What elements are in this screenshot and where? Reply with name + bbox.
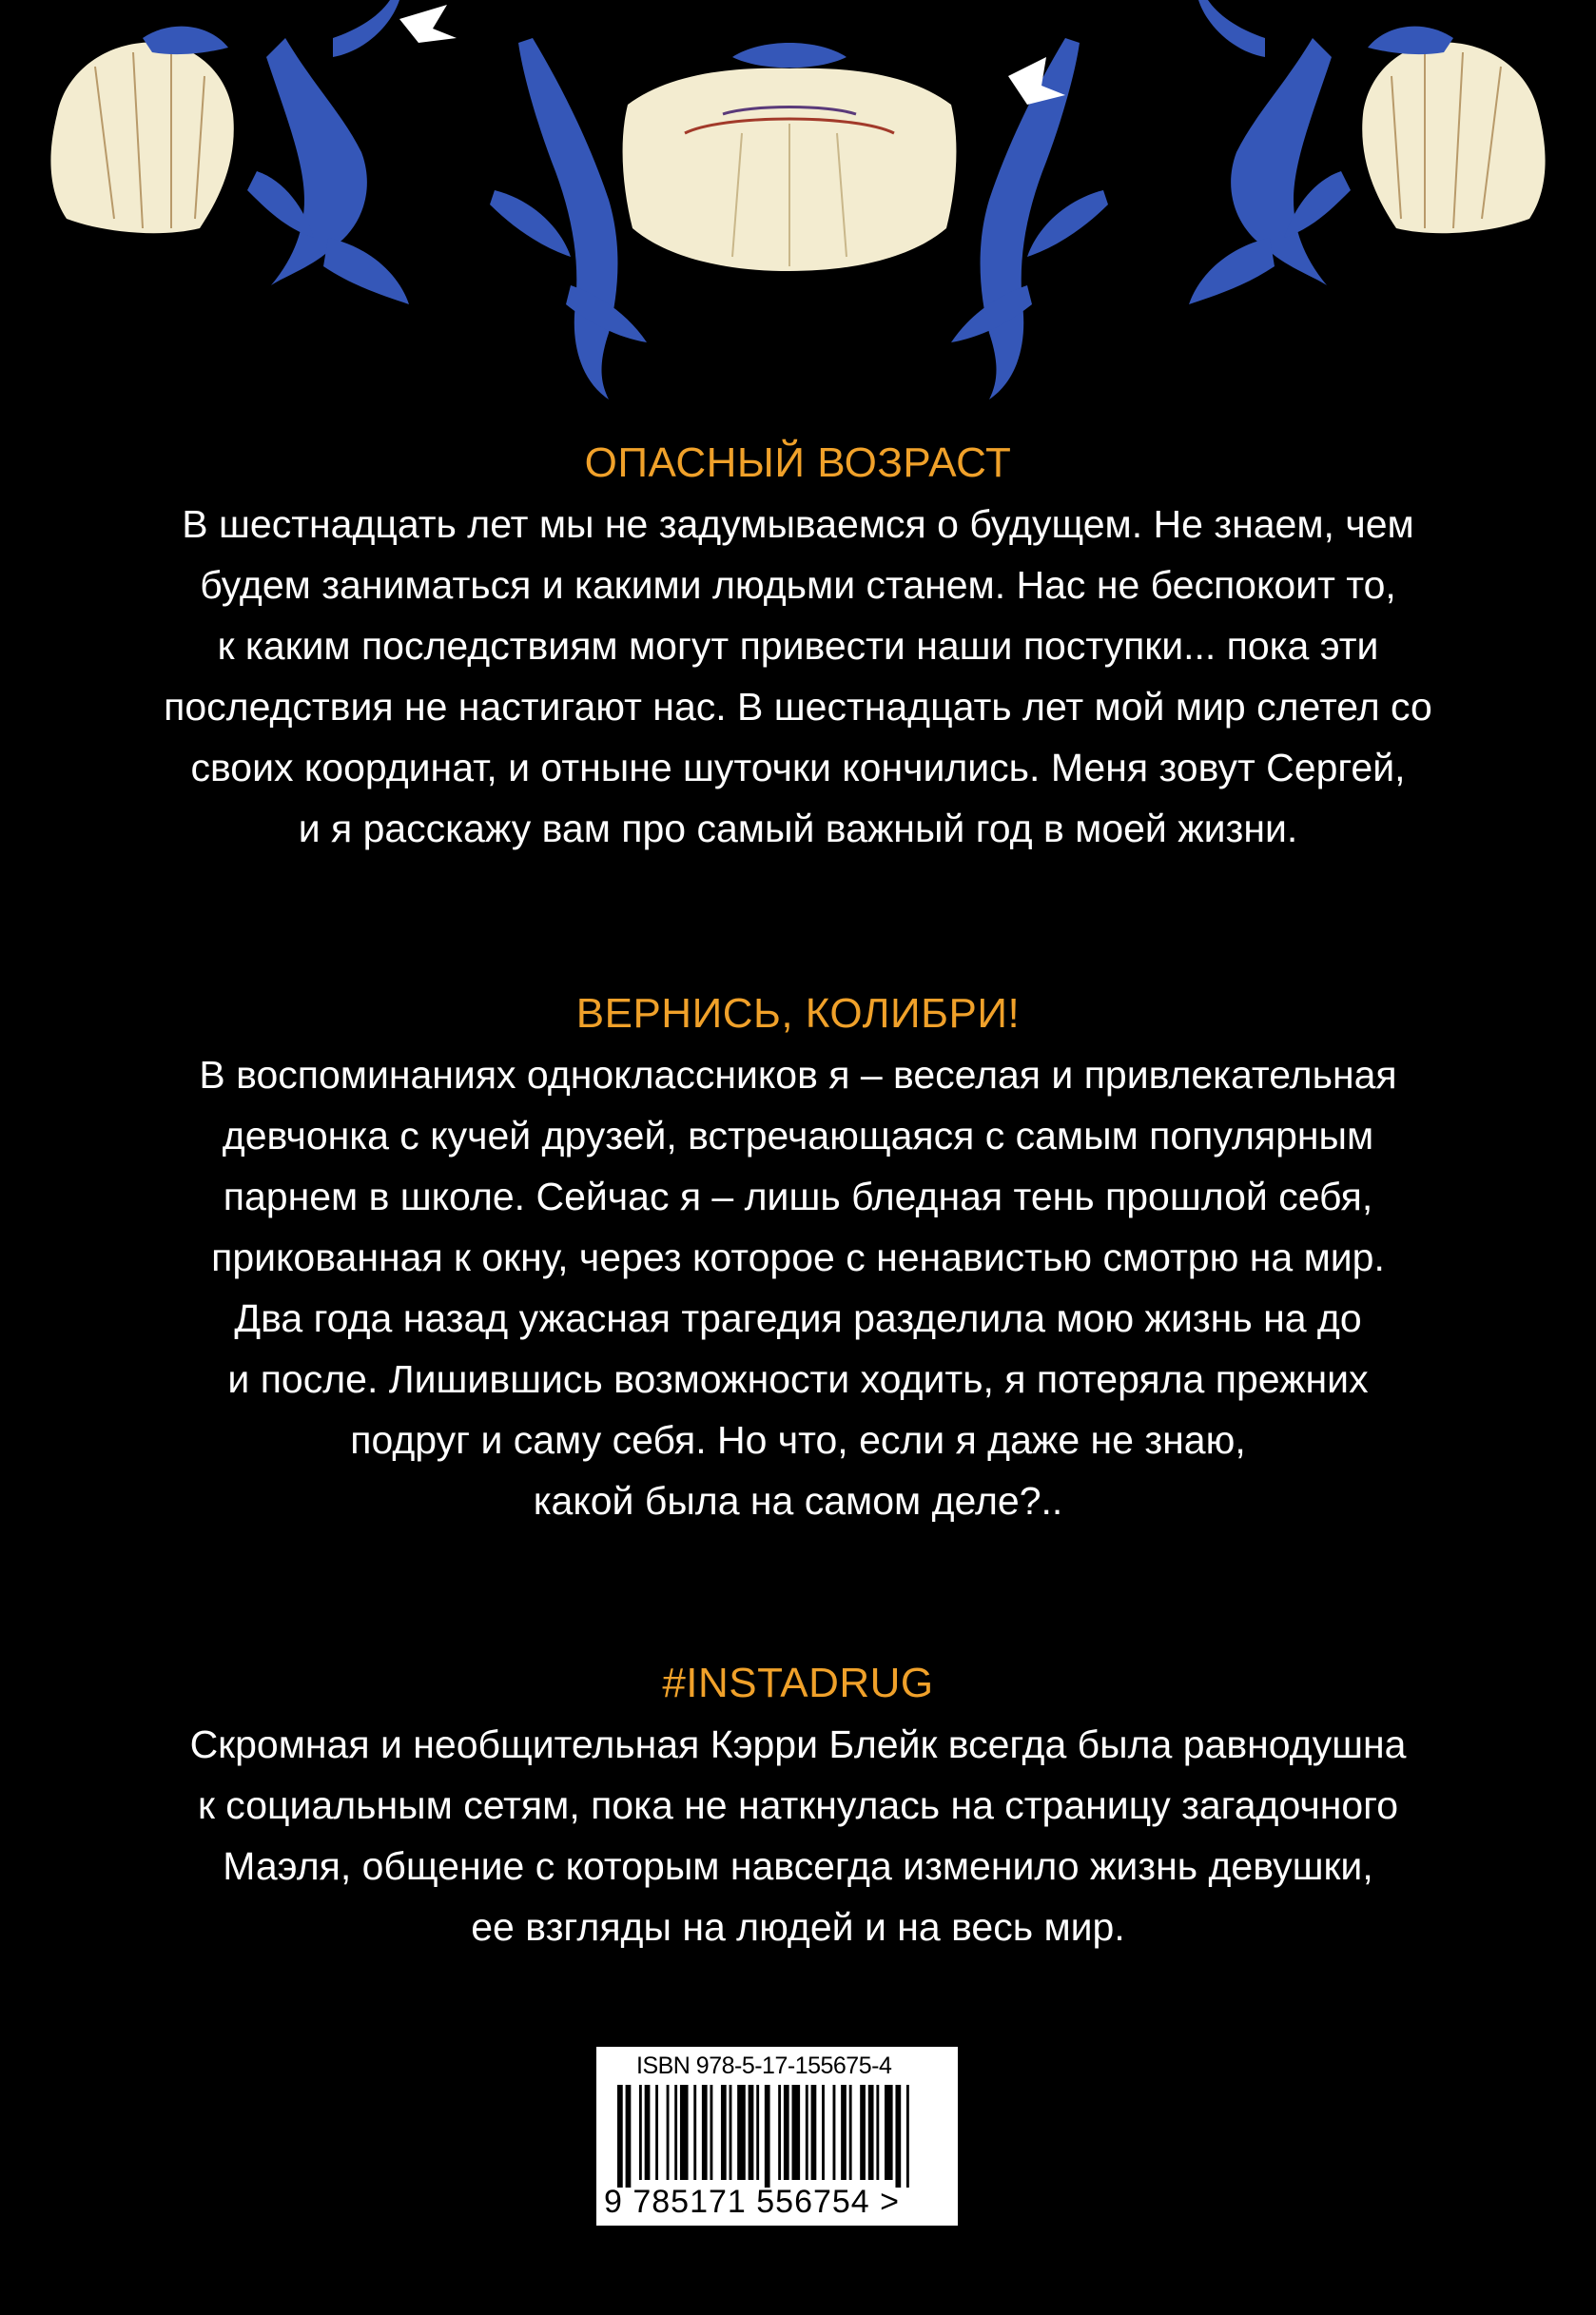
section-description — [38, 1714, 1558, 1957]
isbn-label: ISBN 978-5-17-155675-4 — [636, 2052, 892, 2079]
description-line: парнем в школе. Сейчас я – лишь бледная тень прошлой себя, — [223, 1175, 1373, 1218]
ean-digits: 9 785171 556754 > — [604, 2184, 901, 2220]
description-line: к социальным сетям, пока не наткнулась на страницу загадочного — [197, 1783, 1399, 1827]
description-line: какой была на самом деле?.. — [533, 1479, 1063, 1523]
description-line: Маэля, общение с которым навсегда изменило жизнь девушки, — [223, 1844, 1373, 1888]
barcode-bar — [710, 2085, 712, 2180]
barcode-bar — [655, 2085, 658, 2180]
description-line: последствия не настигают нас. В шестнадцать лет мой мир слетел со — [164, 685, 1432, 729]
barcode-bar — [749, 2085, 754, 2180]
barcode-bars-icon — [617, 2085, 918, 2188]
isbn-barcode — [596, 2047, 958, 2226]
barcode-bar — [778, 2085, 781, 2180]
barcode-bar — [674, 2085, 677, 2180]
section-title: ОПАСНЫЙ ВОЗРАСТ — [584, 439, 1012, 486]
description-line: прикованная к окну, через которое с ненавистью смотрю на мир. — [211, 1235, 1385, 1279]
barcode-bar — [702, 2085, 708, 2180]
barcode-bar — [792, 2085, 801, 2180]
description-line: и после. Лишившись возможности ходить, я потеряла прежних — [227, 1357, 1369, 1401]
section-description — [38, 494, 1558, 859]
barcode-bar — [906, 2085, 909, 2188]
barcode-bar — [737, 2085, 746, 2180]
description-line: В воспоминаниях одноклассников я – веселая и привлекательная — [199, 1053, 1397, 1097]
barcode-bar — [721, 2085, 727, 2180]
barcode-bar — [895, 2085, 901, 2188]
barcode-bar — [784, 2085, 789, 2180]
barcode-bar — [617, 2085, 623, 2188]
barcode-bar — [849, 2085, 852, 2180]
barcode-bar — [680, 2085, 689, 2180]
section-title: #INSTADRUG — [662, 1660, 934, 1706]
description-line: своих координат, и отныне шуточки кончились. Меня зовут Сергей, — [190, 746, 1406, 789]
book-section-opasny-vozrast — [38, 433, 1558, 859]
book-section-vernis-kolibri — [38, 983, 1558, 1531]
barcode-bar — [885, 2085, 893, 2180]
description-line: подруг и саму себя. Но что, если я даже не знаю, — [350, 1418, 1246, 1462]
barcode-bar — [876, 2085, 879, 2180]
description-line: ее взгляды на людей и на весь мир. — [471, 1905, 1125, 1949]
description-line: будем заниматься и какими людьми станем. Нас не беспокоит то, — [200, 563, 1396, 607]
barcode-bar — [822, 2085, 825, 2180]
flower-ornament-icon — [0, 0, 1596, 409]
barcode-bar — [765, 2085, 770, 2188]
barcode-bar — [841, 2085, 847, 2180]
barcode-bar — [833, 2085, 836, 2180]
barcode-bar — [868, 2085, 874, 2180]
barcode-bar — [639, 2085, 642, 2180]
section-description — [38, 1044, 1558, 1531]
barcode-bar — [693, 2085, 696, 2180]
description-line: Два года назад ужасная трагедия разделила мою жизнь на до — [234, 1296, 1362, 1340]
description-line: девчонка с кучей друзей, встречающаяся с самым популярным — [222, 1114, 1374, 1158]
barcode-bar — [756, 2085, 759, 2180]
section-title: ВЕРНИСЬ, КОЛИБРИ! — [575, 990, 1021, 1037]
description-line: Скромная и необщительная Кэрри Блейк всегда была равнодушна — [189, 1722, 1407, 1766]
barcode-bar — [860, 2085, 866, 2180]
barcode-bar — [811, 2085, 817, 2180]
barcode-bar — [626, 2085, 632, 2188]
barcode-bar — [730, 2085, 732, 2180]
book-section-instadrug — [38, 1653, 1558, 1957]
description-line: к каким последствиям могут привести наши поступки... пока эти — [217, 624, 1379, 668]
barcode-bar — [806, 2085, 808, 2180]
barcode-bar — [667, 2085, 670, 2180]
description-line: В шестнадцать лет мы не задумываемся о будущем. Не знаем, чем — [182, 502, 1414, 546]
barcode-bar — [645, 2085, 651, 2180]
description-line: и я расскажу вам про самый важный год в моей жизни. — [298, 807, 1298, 850]
